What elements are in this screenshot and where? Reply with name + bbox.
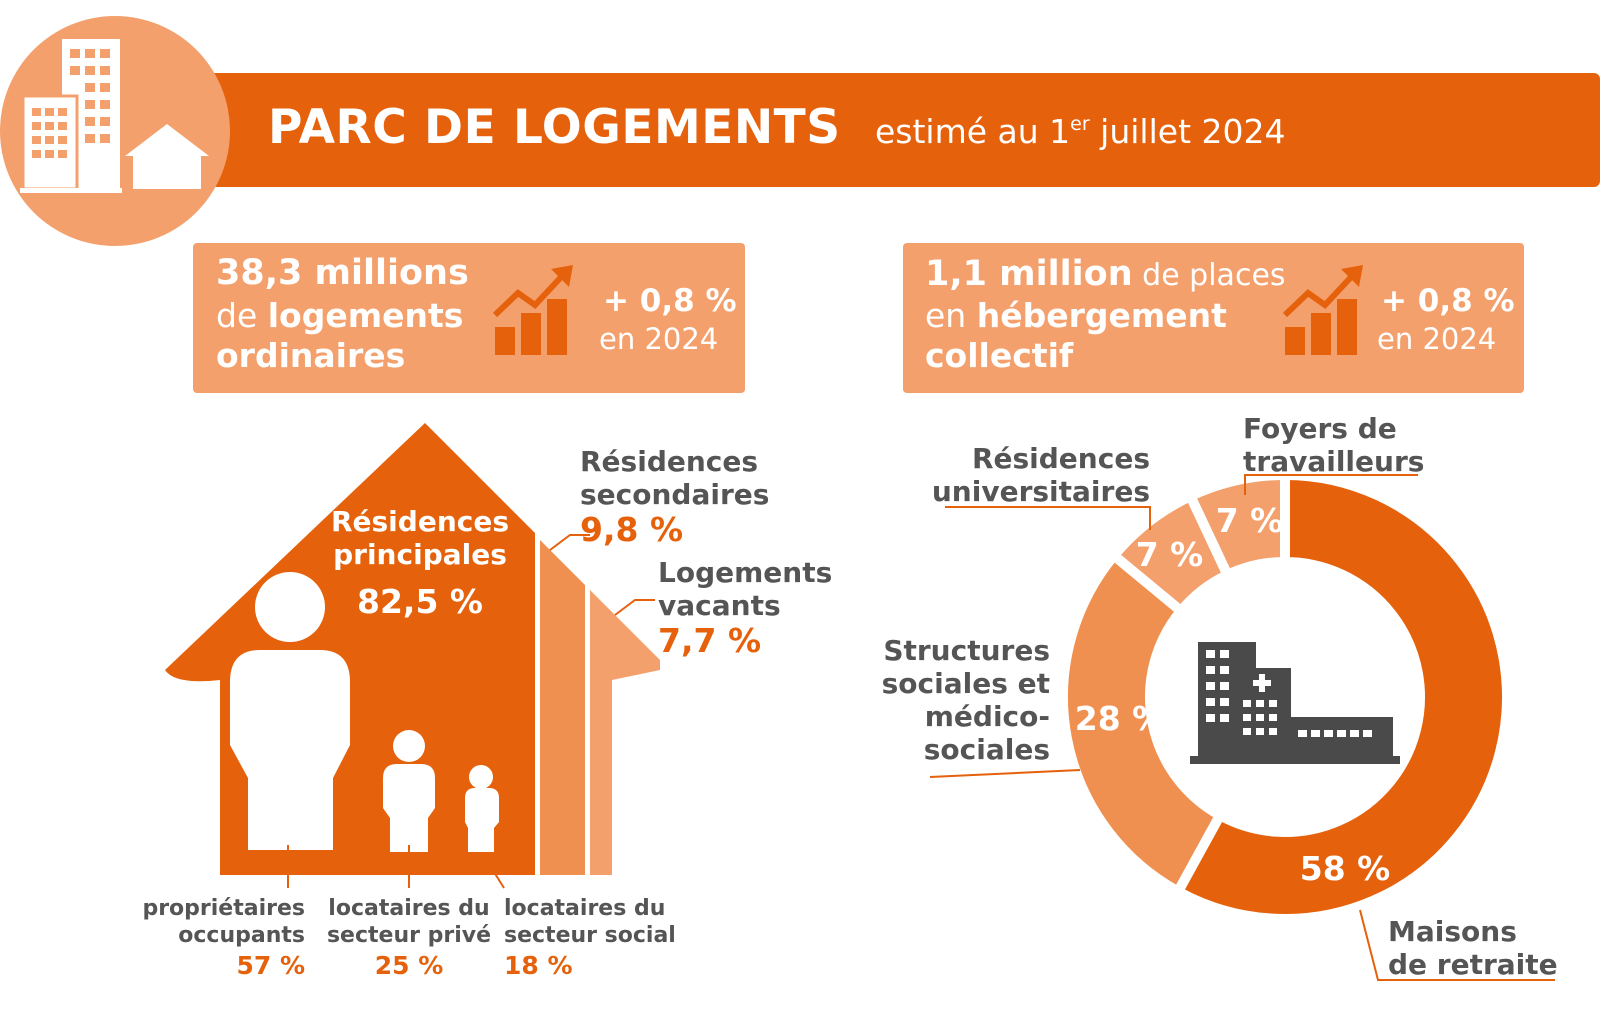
proprietaires-value: 57 % (236, 951, 305, 980)
proprietaires-label-line1: propriétaires (142, 896, 305, 921)
vacants-label-line2: vacants (658, 589, 781, 622)
structures-value: 28 % (1074, 699, 1166, 738)
vacants-label-line1: Logements (658, 556, 833, 589)
principales-value: 82,5 % (357, 582, 483, 621)
retraite-label-line2: de retraite (1388, 948, 1558, 981)
hebergement-line2-pre: en (925, 296, 977, 335)
structures-label (855, 634, 1050, 766)
universitaires-label-line2: universitaires (931, 475, 1150, 508)
retraite-label-line1: Maisons (1388, 915, 1517, 948)
hebergement-line2-bold: hébergement (976, 296, 1227, 335)
subtitle-post: juillet 2024 (1089, 112, 1286, 151)
structures-label-line3: médico- (924, 700, 1050, 733)
hebergement-total: 1,1 million (925, 254, 1133, 294)
universitaires-label-line1: Résidences (971, 442, 1150, 475)
hebergement-period: en 2024 (1377, 322, 1497, 356)
hebergement-change: + 0,8 % (1381, 283, 1515, 319)
secondaires-value: 9,8 % (580, 510, 684, 549)
leader-line-universitaires (945, 507, 1150, 530)
logements-line2-pre: de (216, 296, 268, 335)
social-label-line1: locataires du (504, 896, 666, 921)
secondaires-label-line1: Résidences (580, 445, 759, 478)
structures-label-line1: Structures (883, 634, 1050, 667)
foyers-label-line1: Foyers de (1243, 412, 1397, 445)
universitaires-value: 7 % (1135, 535, 1204, 574)
logements-total: 38,3 millions (216, 253, 469, 293)
proprietaires-label-line2: occupants (178, 923, 305, 948)
page-title: PARC DE LOGEMENTS (268, 100, 841, 155)
foyers-label (1243, 412, 1424, 478)
principales-label-line2: principales (333, 538, 507, 571)
prive-label-line1: locataires du (328, 896, 490, 921)
social-value: 18 % (504, 951, 573, 980)
leader-line-structures (930, 770, 1080, 777)
social-label-line2: secteur social (504, 923, 676, 948)
structures-label-line4: sociales (923, 733, 1050, 766)
structures-label-line2: sociales et (881, 667, 1050, 700)
principales-label-line1: Résidences (330, 505, 510, 538)
hospital-icon (1190, 642, 1400, 764)
retraite-value: 58 % (1299, 849, 1391, 888)
foyers-value: 7 % (1215, 501, 1284, 540)
logements-line3: ordinaires (216, 336, 406, 375)
vacants-value: 7,7 % (658, 621, 762, 660)
foyers-label-line2: travailleurs (1243, 445, 1425, 478)
retraite-label (1388, 915, 1558, 981)
logements-period: en 2024 (599, 322, 719, 356)
universitaires-label (905, 442, 1150, 508)
logements-line2-bold: logements (267, 296, 464, 335)
subtitle-pre: estimé au 1 (875, 112, 1071, 151)
prive-value: 25 % (374, 951, 444, 980)
secondaires-label-line2: secondaires (580, 478, 770, 511)
hebergement-line1-rest: de places (1132, 258, 1286, 293)
prive-label-line2: secteur privé (326, 923, 492, 948)
subtitle-sup: er (1070, 113, 1090, 135)
logements-change: + 0,8 % (603, 283, 737, 319)
hebergement-line3: collectif (925, 336, 1074, 375)
